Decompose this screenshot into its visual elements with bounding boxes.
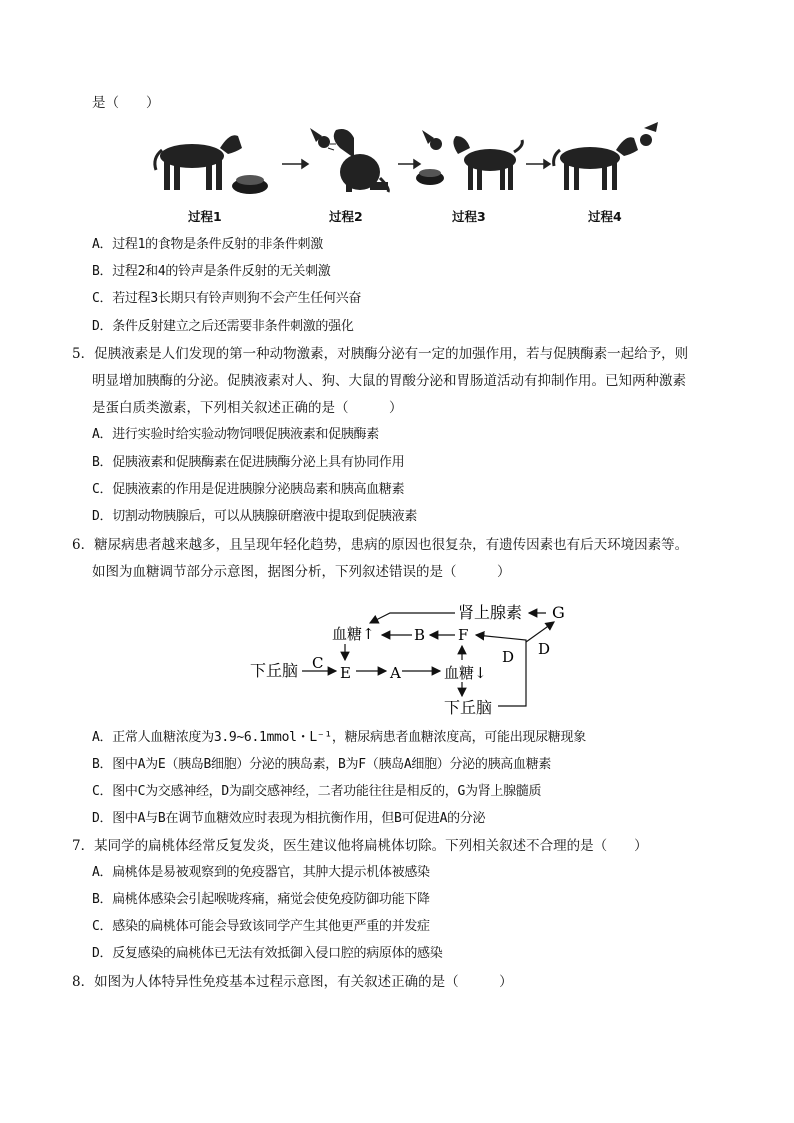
e-label: E — [340, 664, 351, 682]
question-4-stem-end: 是（ ） — [92, 95, 160, 111]
q6-option-c: C．图中C为交感神经，D为副交感神经，二者功能往往是相反的，G为肾上腺髓质 — [92, 784, 542, 799]
blood-sugar-up-label: 血糖↑ — [332, 625, 375, 643]
q5-stem-line-2: 明显增加胰酶的分泌。促胰液素对人、狗、大鼠的胃酸分泌和胃肠道活动有抑制作用。已知两种激素 — [92, 373, 686, 389]
d-label-1: D — [502, 648, 515, 666]
hypothalamus-bottom-label: 下丘脑 — [444, 698, 493, 717]
q4-option-c: C．若过程3长期只有铃声则狗不会产生任何兴奋 — [92, 291, 362, 306]
q6-stem-line-2: 如图为血糖调节部分示意图，据图分析，下列叙述错误的是（ ） — [92, 564, 511, 580]
g-label: G — [552, 603, 565, 622]
q4-option-d: D．条件反射建立之后还需要非条件刺激的强化 — [92, 319, 354, 334]
b-label: B — [414, 626, 426, 644]
dog-4-icon — [554, 137, 638, 190]
q5-stem-line-3: 是蛋白质类激素，下列相关叙述正确的是（ ） — [92, 400, 403, 416]
q5-option-b: B．促胰液素和促胰酶素在促进胰酶分泌上具有协同作用 — [92, 455, 405, 470]
q4-option-b: B．过程2和4的铃声是条件反射的无关刺激 — [92, 264, 331, 279]
bell-icon — [422, 130, 442, 150]
process-4-caption: 过程4 — [588, 209, 622, 224]
q5-option-c: C．促胰液素的作用是促进胰腺分泌胰岛素和胰高血糖素 — [92, 482, 405, 497]
a-label: A — [390, 664, 401, 682]
q7-option-c: C．感染的扁桃体可能会导致该同学产生其他更严重的并发症 — [92, 919, 430, 934]
bell-icon — [310, 128, 336, 150]
q6-stem-line-1: 6．糖尿病患者越来越多，且呈现年轻化趋势，患病的原因也很复杂，有遗传因素也有后天环境因素等。 — [72, 537, 689, 553]
q6-option-b: B．图中A为E（胰岛B细胞）分泌的胰岛素，B为F（胰岛A细胞）分泌的胰高血糖素 — [92, 757, 552, 772]
adrenaline-label: 肾上腺素 — [458, 603, 523, 622]
q5-option-d: D．切割动物胰腺后，可以从胰腺研磨液中提取到促胰液素 — [92, 509, 418, 524]
q7-option-b: B．扁桃体感染会引起喉咙疼痛，痛觉会使免疫防御功能下降 — [92, 892, 430, 907]
q5-option-a: A．进行实验时给实验动物饲喂促胰液素和促胰酶素 — [92, 427, 379, 442]
blood-sugar-diagram — [240, 596, 580, 720]
q7-option-d: D．反复感染的扁桃体已无法有效抵御入侵口腔的病原体的感染 — [92, 946, 443, 961]
dog-2-icon — [334, 129, 389, 192]
q5-stem-line-1: 5．促胰液素是人们发现的第一种动物激素，对胰酶分泌有一定的加强作用，若与促胰酶素一起给予，则 — [72, 346, 689, 362]
process-3-caption: 过程3 — [452, 209, 486, 224]
q7-stem: 7．某同学的扁桃体经常反复发炎，医生建议他将扁桃体切除。下列相关叙述不合理的是（ ） — [72, 838, 648, 854]
hypothalamus-left-label: 下丘脑 — [250, 661, 299, 680]
process-1-caption: 过程1 — [188, 209, 222, 224]
q8-stem: 8．如图为人体特异性免疫基本过程示意图，有关叙述正确的是（ ） — [72, 974, 513, 990]
arrow-icon — [282, 160, 308, 168]
blood-sugar-down-label: 血糖↓ — [444, 664, 487, 682]
q7-option-a: A．扁桃体是易被观察到的免疫器官，其肿大提示机体被感染 — [92, 865, 430, 880]
q4-option-a: A．过程1的食物是条件反射的非条件刺激 — [92, 237, 323, 252]
arrow-icon — [526, 160, 550, 168]
process-2-caption: 过程2 — [329, 209, 363, 224]
food-bowl-icon — [416, 169, 444, 185]
c-label: C — [312, 654, 324, 672]
f-label: F — [458, 626, 469, 644]
d-label-2: D — [538, 640, 551, 658]
arrow-icon — [398, 160, 420, 168]
dog-1-icon — [155, 135, 242, 190]
dog-3-icon — [453, 136, 522, 190]
food-bowl-icon — [232, 175, 268, 194]
q6-option-a: A．正常人血糖浓度为3.9~6.1mmol・L⁻¹，糖尿病患者血糖浓度高，可能出现尿糖现象 — [92, 730, 586, 745]
q6-option-d: D．图中A与B在调节血糖效应时表现为相抗衡作用，但B可促进A的分泌 — [92, 811, 486, 826]
